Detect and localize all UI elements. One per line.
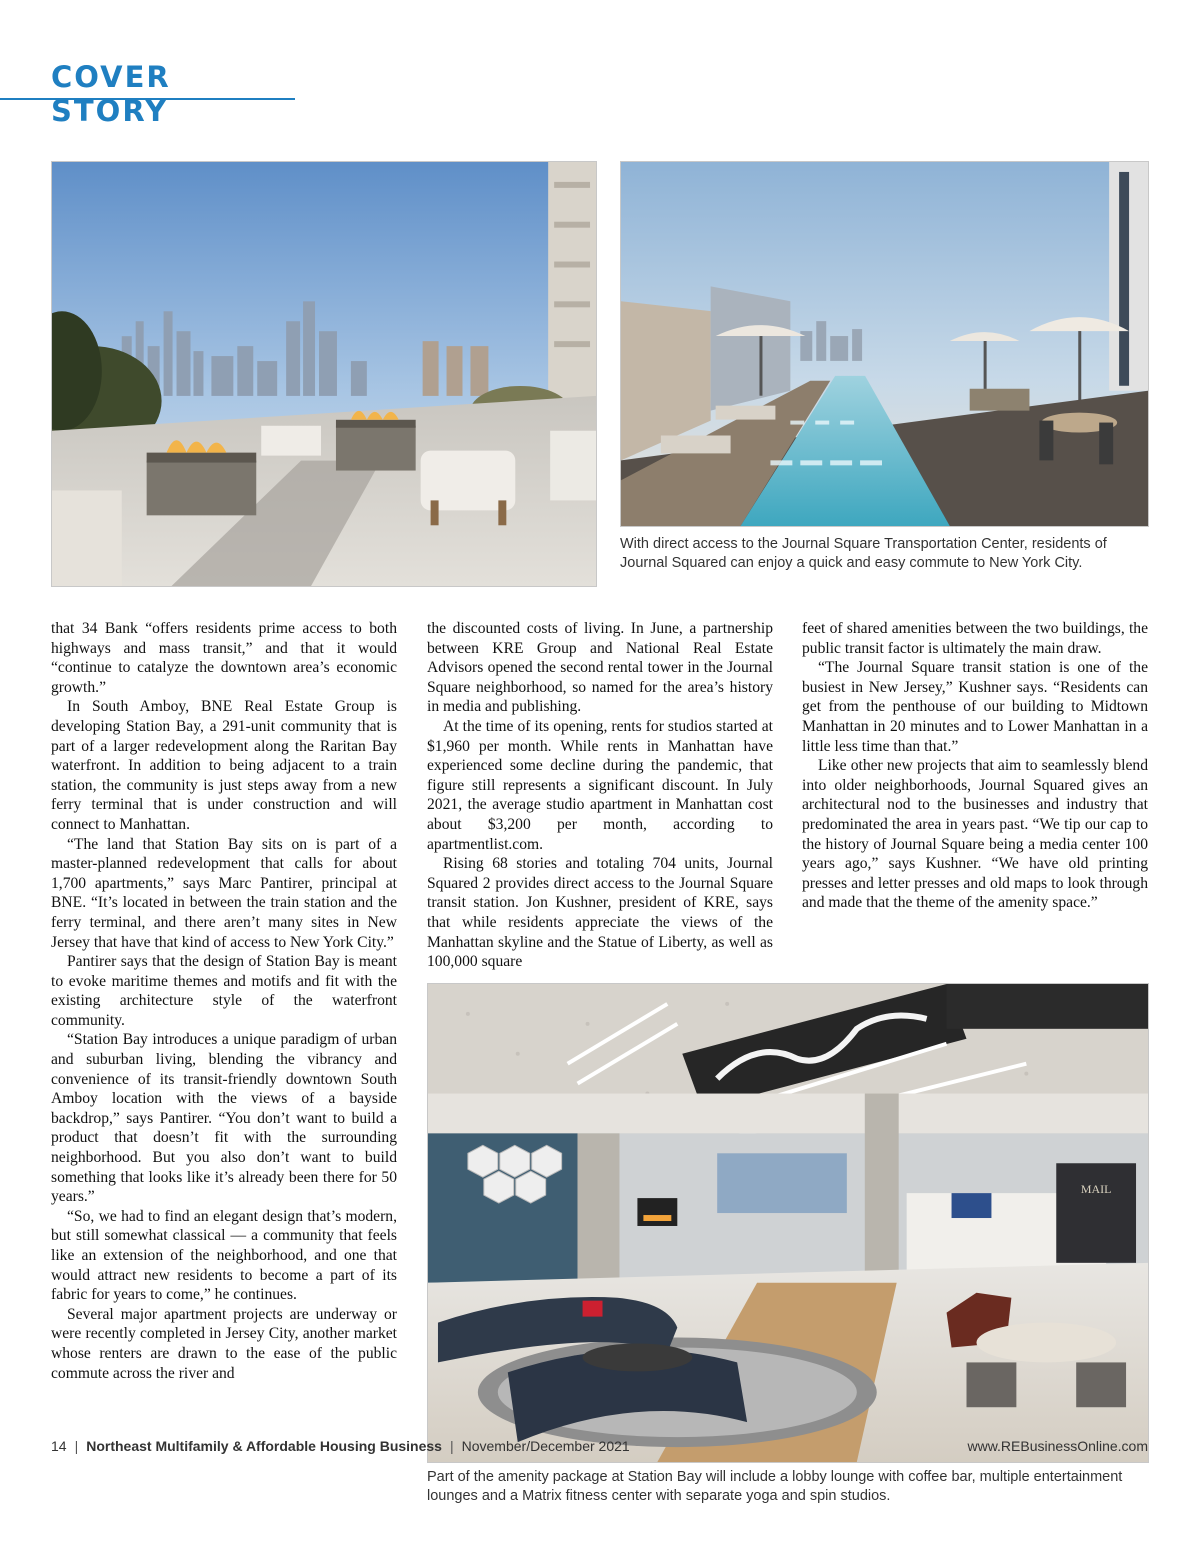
page-footer: [51, 1436, 1148, 1458]
rooftop-pool-illustration: [621, 162, 1148, 526]
section-title: COVER STORY: [51, 60, 171, 128]
photo-lobby-lounge: [427, 983, 1149, 1463]
mail-sign: MAIL: [1080, 1182, 1112, 1197]
footer-left: [51, 1438, 630, 1454]
paragraph: feet of shared amenities between the two buildings, the public transit factor is ultimately the main draw.: [802, 620, 1148, 657]
caption-rooftop-pool: With direct access to the Journal Square Transportation Center, residents of Journal Squared can enjoy a quick and easy commute to New York City.: [620, 536, 1107, 571]
caption-lobby-lounge: Part of the amenity package at Station Bay will include a lobby lounge with coffee bar, multiple entertainment lounges and a Matrix fitness center with separate yoga and spin studios.: [427, 1469, 1123, 1504]
paragraph: Rising 68 stories and totaling 704 units, Journal Squared 2 provides direct access to the Journal Square transit station. Jon Kushner, president of KRE, says that while residents appreciate the views of the Manhattan skyline and the Statue of Liberty, as well as 100,000 square: [427, 855, 773, 971]
page-number: 14: [51, 1438, 67, 1454]
paragraph: In South Amboy, BNE Real Estate Group is developing Station Bay, a 291-unit community that is part of a larger redevelopment along the Raritan Bay waterfront. In addition to being adjacent to a train station, the community is just steps away from a new ferry terminal that is under construction and will connect to Manhattan.: [51, 698, 397, 833]
article-column-2: [427, 619, 773, 972]
article-column-1: [51, 619, 397, 1383]
footer-separator: |: [74, 1438, 79, 1454]
rooftop-lounge-illustration: [52, 162, 596, 586]
paragraph: “Station Bay introduces a unique paradigm of urban and suburban living, blending the vibrancy and convenience of its transit-friendly downtown South Amboy location with the views of a bayside backdrop,” says Pantirer. “You don’t want to build a product that doesn’t fit with the surrounding neighborhood. But you also don’t want to build something that looks like it’s already been there for 50 years.”: [51, 1031, 397, 1206]
paragraph: Pantirer says that the design of Station Bay is meant to evoke maritime themes and motifs and fit with the existing architecture style of the waterfront community.: [51, 953, 397, 1029]
paragraph: At the time of its opening, rents for studios started at $1,960 per month. While rents in Manhattan have experienced some decline during the pandemic, that figure still represents a significant discount. In July 2021, the average studio apartment in Manhattan cost about $3,200 per month, according to apartmentlist.com.: [427, 717, 773, 853]
publication-name: Northeast Multifamily & Affordable Housing Business: [86, 1438, 442, 1454]
section-header: [0, 58, 295, 128]
website-link[interactable]: www.REBusinessOnline.com: [967, 1438, 1148, 1454]
paragraph: “The Journal Square transit station is one of the busiest in New Jersey,” Kushner says. “Residents can get from the penthouse of our building to Midtown Manhattan in 20 minutes and to Lower Manhattan in a little less time than that.”: [802, 659, 1148, 755]
article-column-3: [802, 619, 1148, 913]
paragraph: that 34 Bank “offers residents prime access to both highways and mass transit,” and that it would “continue to catalyze the downtown area’s economic growth.”: [51, 620, 397, 696]
paragraph: Several major apartment projects are underway or were recently completed in Jersey City, another market whose renters are drawn to the ease of the public commute across the river and: [51, 1305, 397, 1382]
lobby-lounge-illustration: [428, 984, 1148, 1462]
issue-date: November/December 2021: [461, 1438, 630, 1454]
paragraph: “So, we had to find an elegant design that’s modern, but still somewhat classical — a community that feels like an extension of the neighborhood, and one that would attract new residents to become a part of its fabric for years to come,” he continues.: [51, 1207, 397, 1304]
paragraph: the discounted costs of living. In June, a partnership between KRE Group and National Real Estate Advisors opened the second rental tower in the Journal Square neighborhood, so named for the area’s history in media and publishing.: [427, 620, 773, 716]
paragraph: “The land that Station Bay sits on is part of a master-planned redevelopment that calls for about 1,700 apartments,” says Marc Pantirer, principal at BNE. “It’s located in between the train station and the ferry terminal, and there aren’t many sites in New Jersey that have that kind of access to New York City.”: [51, 835, 397, 951]
photo-rooftop-lounge: [51, 161, 597, 587]
paragraph: Like other new projects that aim to seamlessly blend into older neighborhoods, Journal Squared gives an architectural nod to the businesses and industry that predominated the area in years past. “We tip our cap to the history of Journal Square being a media center 100 years ago,” says Kushner. “We have old printing presses and letter presses and old maps to look through and made that the theme of the amenity space.”: [802, 757, 1148, 912]
photo-rooftop-pool: [620, 161, 1149, 527]
footer-separator: |: [449, 1438, 454, 1454]
